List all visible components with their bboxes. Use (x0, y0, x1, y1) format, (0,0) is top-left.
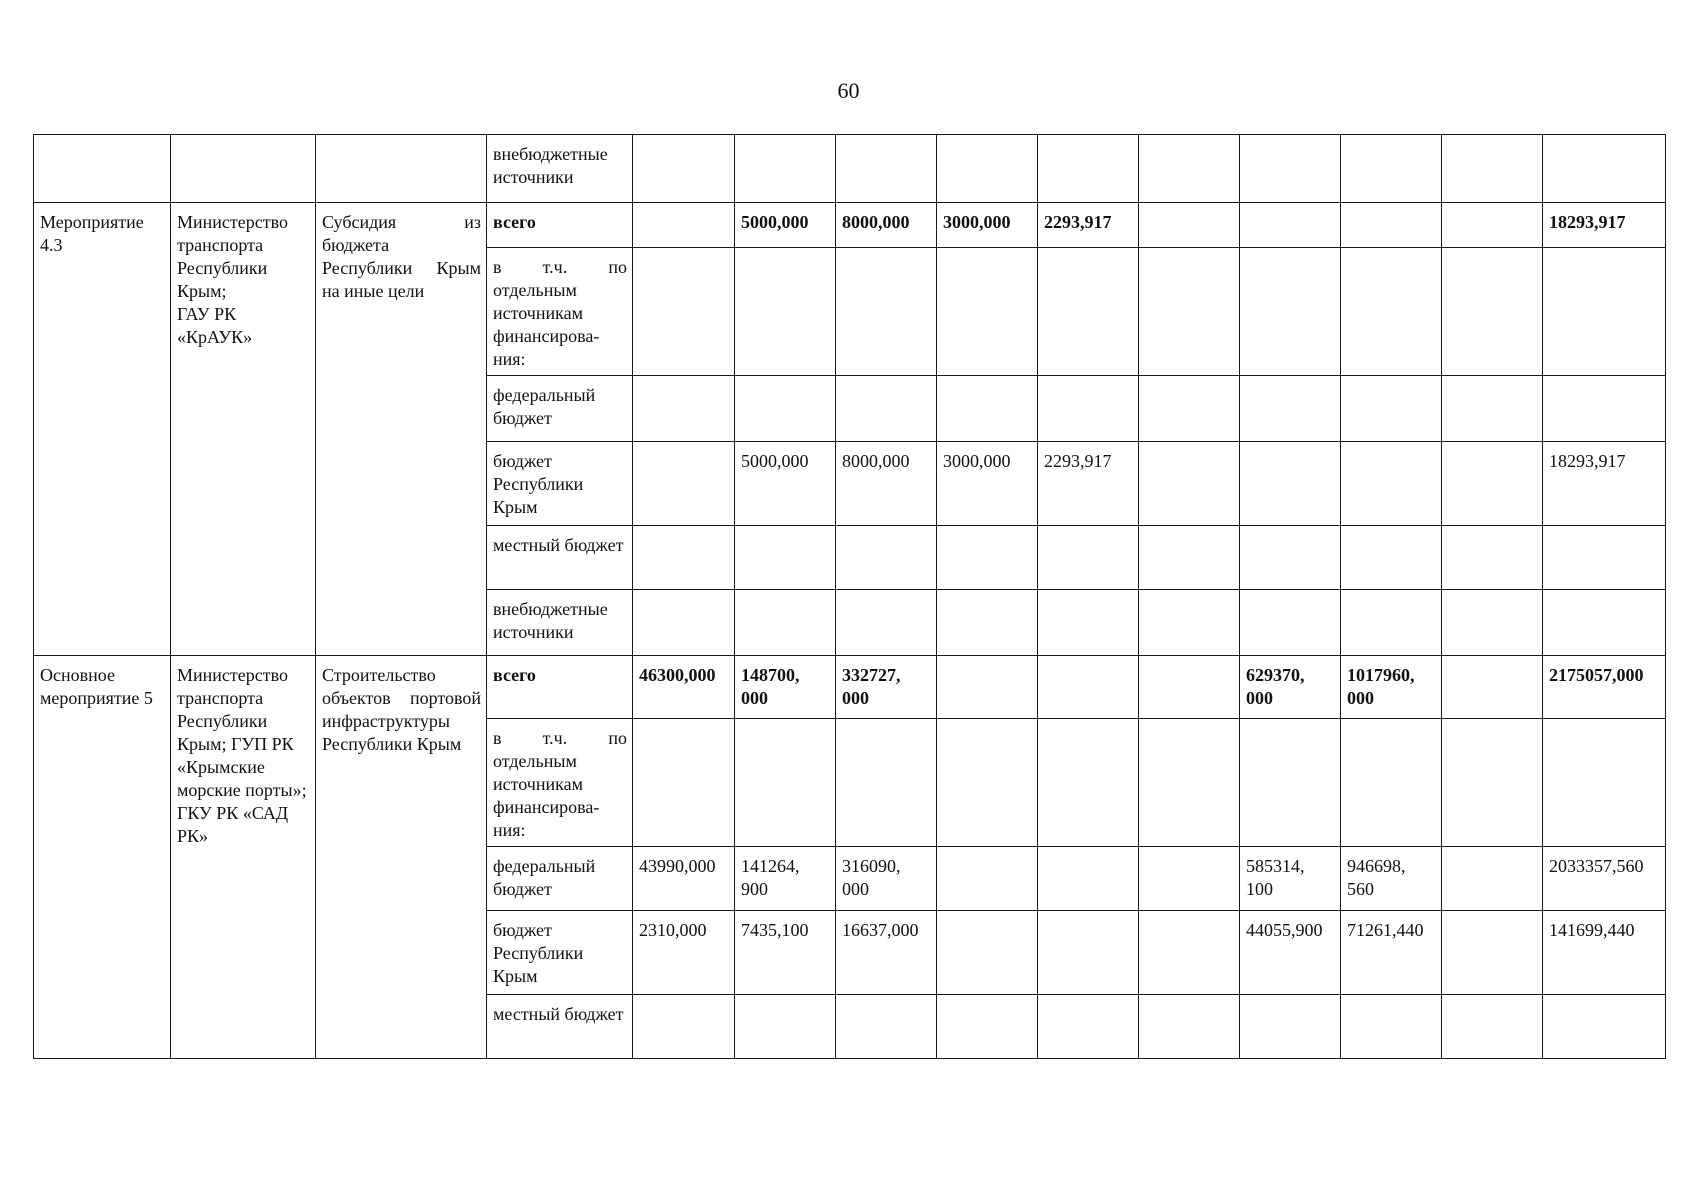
source-cell: бюджет Республики Крым (487, 911, 633, 995)
value-cell (937, 656, 1038, 719)
value-cell (1038, 719, 1139, 847)
value-cell: 3000,000 (937, 442, 1038, 526)
value-cell (633, 526, 735, 590)
value-cell (1341, 590, 1442, 656)
value-cell: 46300,000 (633, 656, 735, 719)
value-cell (735, 376, 836, 442)
value-cell (1543, 526, 1666, 590)
value-cell (1341, 526, 1442, 590)
activity-4-3-block (34, 203, 1666, 656)
value-cell (735, 995, 836, 1059)
value-cell: 18293,917 (1543, 442, 1666, 526)
empty-cell (171, 135, 316, 203)
value-cell (1341, 376, 1442, 442)
activity-description: Субсидия из бюджета Республики Крым на иные цели (316, 203, 487, 656)
value-cell: 43990,000 (633, 847, 735, 911)
value-cell (937, 590, 1038, 656)
source-cell: всего (487, 203, 633, 248)
value-cell (1240, 248, 1341, 376)
page-number: 60 (837, 78, 860, 103)
table-row (34, 135, 1666, 203)
value-cell (633, 203, 735, 248)
activity-name: Мероприятие 4.3 (34, 203, 171, 656)
value-cell (735, 590, 836, 656)
value-cell (633, 248, 735, 376)
value-cell: 1017960, 000 (1341, 656, 1442, 719)
value-cell: 5000,000 (735, 203, 836, 248)
activity-5-block (34, 656, 1666, 1059)
value-cell: 2293,917 (1038, 203, 1139, 248)
value-cell (937, 995, 1038, 1059)
value-cell (836, 248, 937, 376)
value-cell: 2293,917 (1038, 442, 1139, 526)
value-cell (1543, 995, 1666, 1059)
value-cell (1442, 248, 1543, 376)
value-cell: 2310,000 (633, 911, 735, 995)
budget-table (33, 134, 1666, 1059)
value-cell: 8000,000 (836, 442, 937, 526)
value-cell (735, 248, 836, 376)
table-row (34, 203, 1666, 248)
value-cell (1442, 203, 1543, 248)
value-cell: 141699,440 (1543, 911, 1666, 995)
source-cell: федеральный бюджет (487, 847, 633, 911)
value-cell (1139, 442, 1240, 526)
value-cell (1543, 376, 1666, 442)
value-cell (1442, 656, 1543, 719)
source-cell: внебюджетные источники (487, 135, 633, 203)
source-cell: бюджет Республики Крым (487, 442, 633, 526)
value-cell (836, 376, 937, 442)
value-cell (1240, 719, 1341, 847)
value-cell: 332727, 000 (836, 656, 937, 719)
value-cell (1038, 526, 1139, 590)
source-cell: местный бюджет (487, 526, 633, 590)
value-cell (836, 526, 937, 590)
source-cell: всего (487, 656, 633, 719)
value-cell (735, 526, 836, 590)
source-cell: в т.ч. по отдельным источникам финансирова-ния: (487, 719, 633, 847)
value-cell (937, 526, 1038, 590)
value-cell (836, 590, 937, 656)
value-cell (1543, 135, 1666, 203)
value-cell: 2175057,000 (1543, 656, 1666, 719)
value-cell (1038, 911, 1139, 995)
value-cell (937, 911, 1038, 995)
value-cell (1139, 203, 1240, 248)
value-cell (836, 719, 937, 847)
value-cell (1139, 248, 1240, 376)
source-cell: в т.ч. по отдельным источникам финансирова-ния: (487, 248, 633, 376)
value-cell (633, 590, 735, 656)
value-cell (1240, 203, 1341, 248)
value-cell: 18293,917 (1543, 203, 1666, 248)
value-cell (937, 376, 1038, 442)
value-cell (1038, 847, 1139, 911)
value-cell: 5000,000 (735, 442, 836, 526)
table-row (34, 656, 1666, 719)
value-cell (633, 135, 735, 203)
value-cell (1543, 248, 1666, 376)
value-cell (1038, 656, 1139, 719)
value-cell (1139, 847, 1240, 911)
value-cell (1139, 995, 1240, 1059)
value-cell (1442, 847, 1543, 911)
value-cell: 7435,100 (735, 911, 836, 995)
value-cell (1038, 376, 1139, 442)
value-cell (1341, 203, 1442, 248)
value-cell (1442, 376, 1543, 442)
value-cell: 2033357,560 (1543, 847, 1666, 911)
value-cell (1543, 719, 1666, 847)
value-cell (937, 719, 1038, 847)
value-cell (1240, 376, 1341, 442)
value-cell (1038, 590, 1139, 656)
empty-cell (316, 135, 487, 203)
activity-description: Строительство объектов портовой инфраструктуры Республики Крым (316, 656, 487, 1059)
value-cell (1442, 911, 1543, 995)
activity-name: Основное мероприятие 5 (34, 656, 171, 1059)
value-cell (1442, 995, 1543, 1059)
value-cell (1341, 135, 1442, 203)
value-cell (735, 135, 836, 203)
value-cell (1240, 590, 1341, 656)
value-cell (836, 135, 937, 203)
value-cell (1139, 590, 1240, 656)
value-cell (937, 248, 1038, 376)
value-cell (1038, 135, 1139, 203)
value-cell (1139, 135, 1240, 203)
value-cell (1038, 995, 1139, 1059)
source-cell: местный бюджет (487, 995, 633, 1059)
value-cell (1139, 719, 1240, 847)
value-cell (735, 719, 836, 847)
value-cell: 3000,000 (937, 203, 1038, 248)
value-cell (633, 995, 735, 1059)
activity-executor: Министерство транспорта Республики Крым; ГАУ РК «КрАУК» (171, 203, 316, 656)
empty-cell (34, 135, 171, 203)
value-cell (1543, 590, 1666, 656)
value-cell (1442, 590, 1543, 656)
value-cell (937, 847, 1038, 911)
value-cell: 148700, 000 (735, 656, 836, 719)
value-cell (1341, 995, 1442, 1059)
value-cell: 8000,000 (836, 203, 937, 248)
value-cell (836, 995, 937, 1059)
value-cell (1038, 248, 1139, 376)
value-cell (1240, 135, 1341, 203)
value-cell (1442, 719, 1543, 847)
value-cell (1240, 995, 1341, 1059)
value-cell (1139, 526, 1240, 590)
value-cell (1139, 656, 1240, 719)
value-cell (1139, 911, 1240, 995)
value-cell (1442, 442, 1543, 526)
value-cell: 141264, 900 (735, 847, 836, 911)
value-cell (1341, 248, 1442, 376)
value-cell: 316090, 000 (836, 847, 937, 911)
value-cell: 946698, 560 (1341, 847, 1442, 911)
source-cell: федеральный бюджет (487, 376, 633, 442)
activity-executor: Министерство транспорта Республики Крым; ГУП РК «Крымские морские порты»; ГКУ РК «САД РК» (171, 656, 316, 1059)
value-cell: 71261,440 (1341, 911, 1442, 995)
value-cell: 44055,900 (1240, 911, 1341, 995)
value-cell (937, 135, 1038, 203)
value-cell (1341, 442, 1442, 526)
value-cell: 585314, 100 (1240, 847, 1341, 911)
value-cell (1341, 719, 1442, 847)
value-cell (1240, 442, 1341, 526)
table-body (34, 135, 1666, 203)
source-cell: внебюджетные источники (487, 590, 633, 656)
value-cell (1442, 135, 1543, 203)
value-cell (633, 376, 735, 442)
value-cell: 16637,000 (836, 911, 937, 995)
value-cell: 629370, 000 (1240, 656, 1341, 719)
value-cell (1240, 526, 1341, 590)
value-cell (633, 719, 735, 847)
value-cell (1442, 526, 1543, 590)
value-cell (633, 442, 735, 526)
value-cell (1139, 376, 1240, 442)
